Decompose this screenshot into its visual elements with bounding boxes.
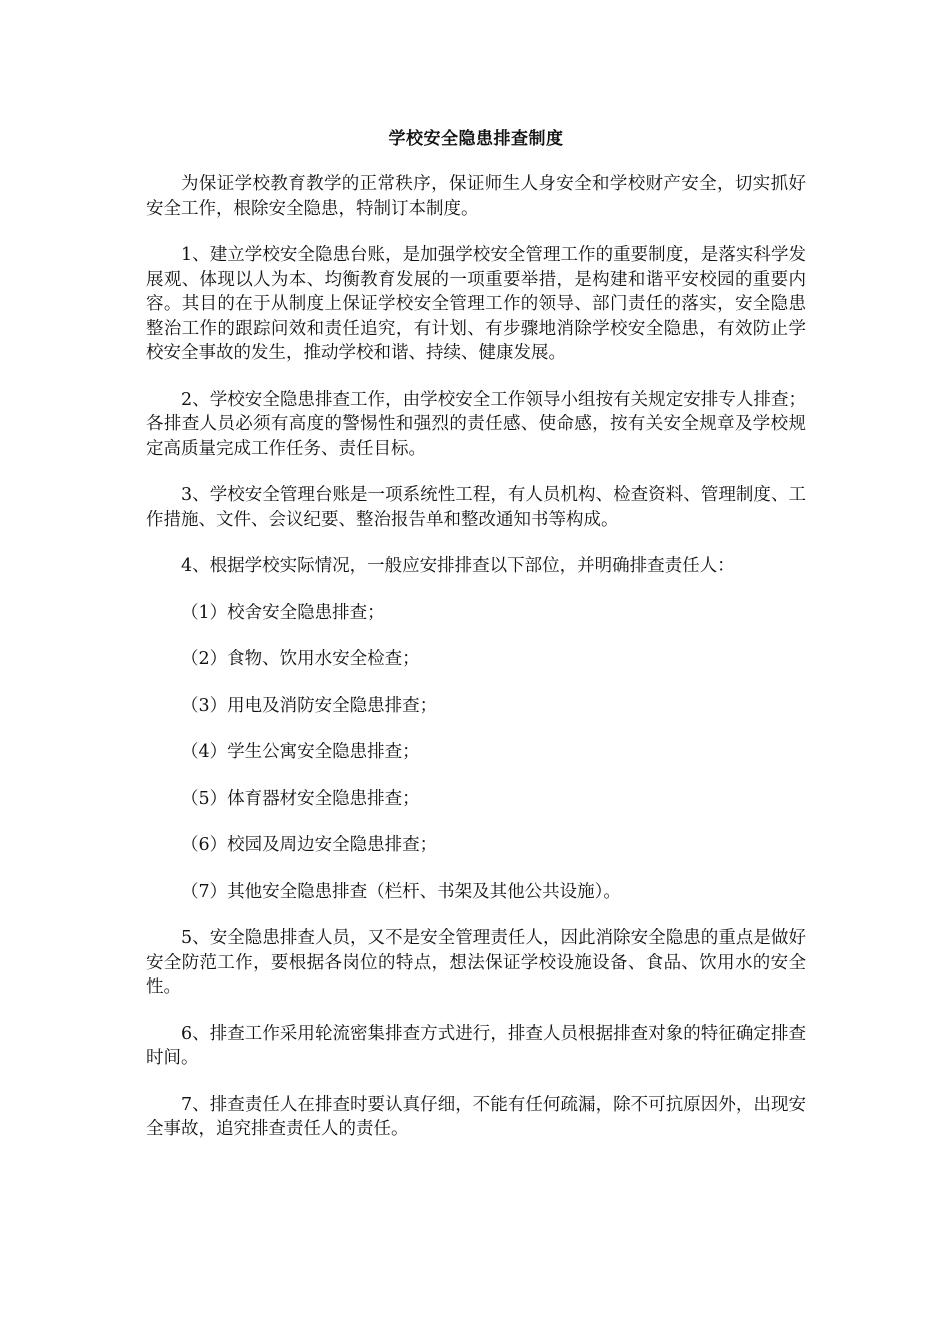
- section-6-paragraph: 6、排查工作采用轮流密集排查方式进行，排查人员根据排查对象的特征确定排查时间。: [146, 1023, 806, 1068]
- list-item-4: （4）学生公寓安全隐患排查；: [181, 742, 420, 762]
- list-item-3: （3）用电及消防安全隐患排查；: [181, 695, 438, 716]
- section-2-paragraph: 2、学校安全隐患排查工作，由学校安全工作领导小组按有关规定安排专人排查；各排查人员必须有高度的警惕性和强烈的责任感、使命感，按有关安全规章及学校规定高质量完成工作任务、责任目标。: [146, 389, 806, 459]
- list-item-2: （2）食物、饮用水安全检查；: [181, 649, 420, 669]
- list-item-6: （6）校园及周边安全隐患排查；: [181, 835, 438, 855]
- list-item-7: （7）其他安全隐患排查（栏杆、书架及其他公共设施）。: [181, 881, 621, 902]
- section-3-paragraph: 3、学校安全管理台账是一项系统性工程，有人员机构、检查资料、管理制度、工作措施、文件、会议纪要、整治报告单和整改通知书等构成。: [146, 485, 806, 530]
- section-5-paragraph: 5、安全隐患排查人员，又不是安全管理责任人，因此消除安全隐患的重点是做好安全防范工作，要根据各岗位的特点，想法保证学校设施设备、食品、饮用水的安全性。: [146, 928, 806, 997]
- section-7-paragraph: 7、排查责任人在排查时要认真仔细，不能有任何疏漏，除不可抗原因外，出现安全事故，追究排查责任人的责任。: [146, 1094, 806, 1139]
- section-1-paragraph: 1、建立学校安全隐患台账，是加强学校安全管理工作的重要制度，是落实科学发展观、体现以人为本、均衡教育发展的一项重要举措，是构建和谐平安校园的重要内容。其目的在于从制度上保证学校安全管理工作的领导、部门责任的落实，安全隐患整治工作的跟踪问效和责任追究，有计划、有步骤地消除学校安全隐患，有效防止学校安全事故的发生，推动学校和谐、持续、健康发展。: [146, 245, 806, 363]
- document-body: [146, 126, 806, 1164]
- list-item-1: （1）校舍安全隐患排查；: [181, 602, 385, 623]
- section-4-paragraph: 4、根据学校实际情况，一般应安排排查以下部位，并明确排查责任人：: [181, 556, 735, 576]
- document-title: 学校安全隐患排查制度: [388, 129, 564, 149]
- list-item-5: （5）体育器材安全隐患排查；: [181, 788, 420, 809]
- intro-paragraph: 为保证学校教育教学的正常秩序，保证师生人身安全和学校财产安全，切实抓好安全工作，根除安全隐患，特制订本制度。: [146, 174, 806, 219]
